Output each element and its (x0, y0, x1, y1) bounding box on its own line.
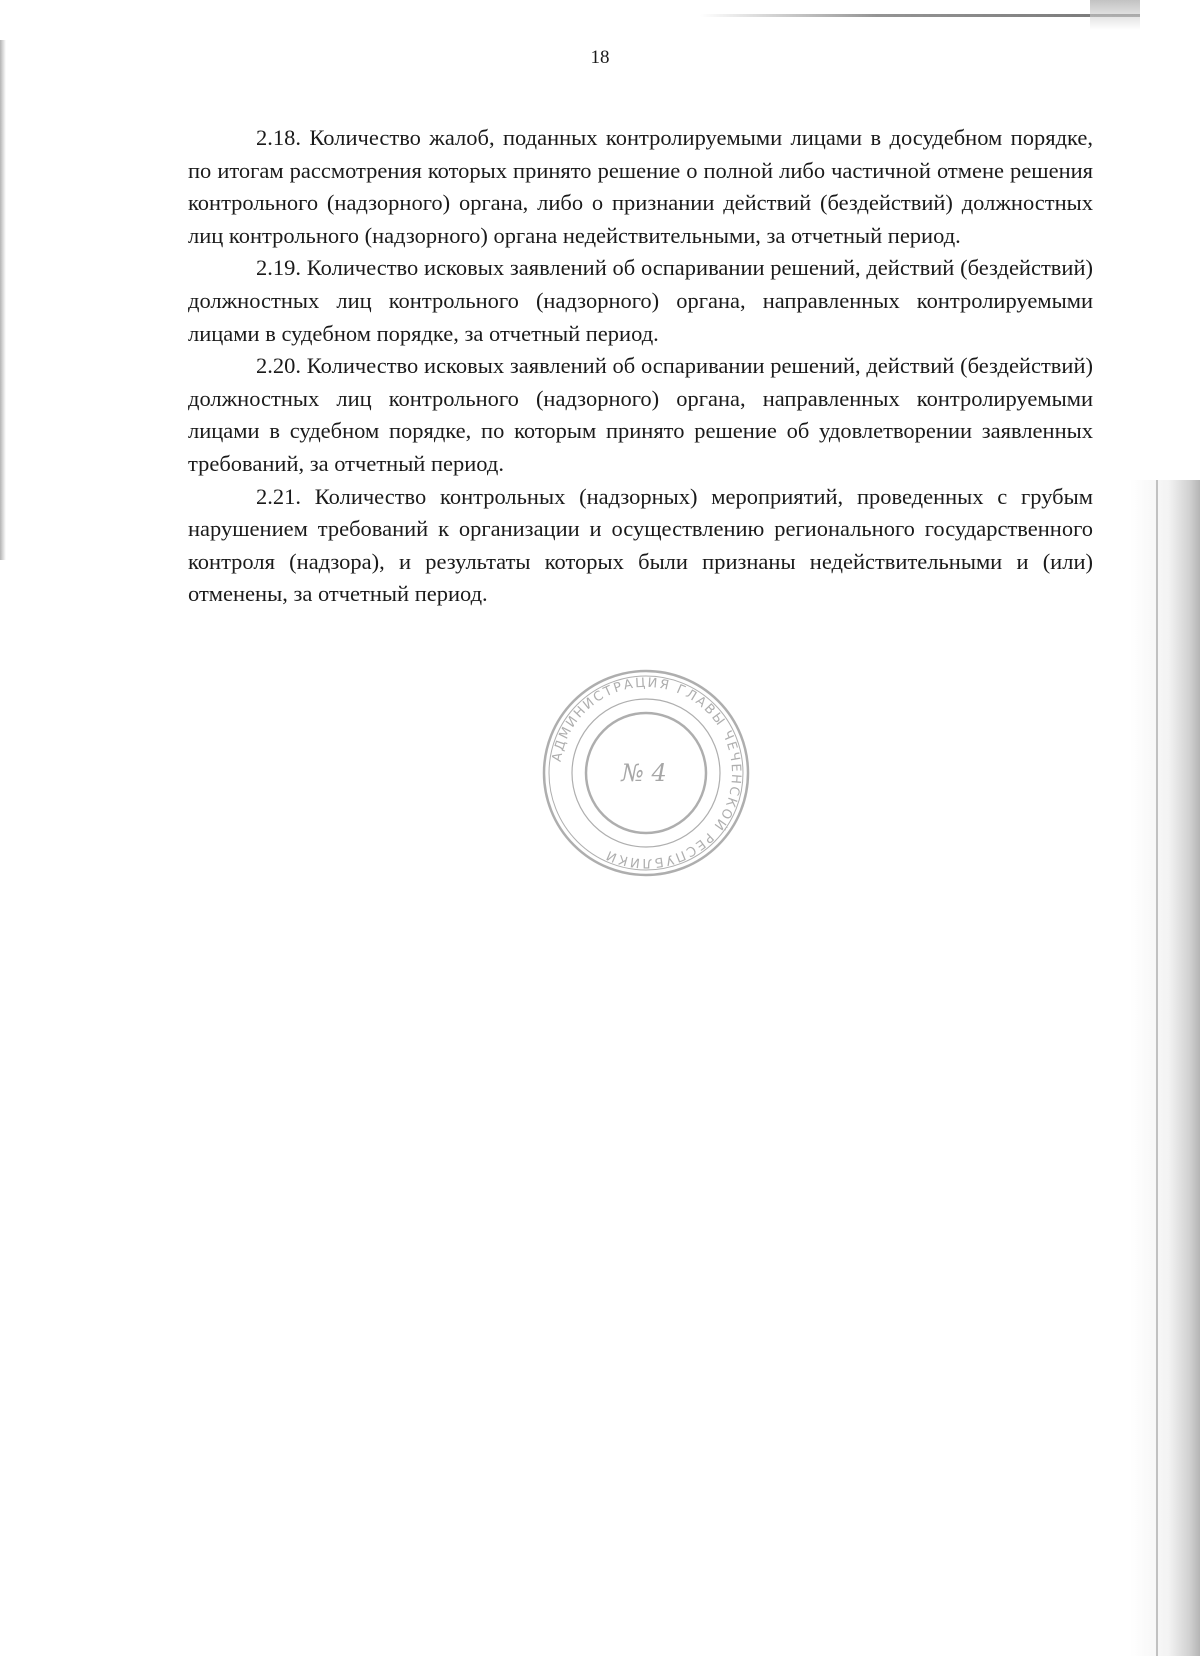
paragraph-2-21: 2.21. Количество контрольных (надзорных) мероприятий, проведенных с грубым нарушением требований к организации и осуществлению регионального государственного контроля (надзора), и результаты которых были признаны недействительными и (или) отменены, за отчетный период. (188, 483, 1093, 607)
scan-right-line-artifact (1156, 480, 1158, 1656)
scan-right-edge-artifact (1130, 480, 1200, 1656)
paragraph-2-19: 2.19. Количество исковых заявлений об оспаривании решений, действий (бездействий) должностных лиц контрольного (надзорного) органа, направленных контролируемыми лицами в судебном порядке, за отчетный период. (188, 255, 1093, 346)
seal-number: № 4 (621, 759, 667, 787)
scan-corner-artifact (1090, 0, 1140, 30)
seal-ring-text: АДМИНИСТРАЦИЯ ГЛАВЫ ЧЕЧЕНСКОЙ РЕСПУБЛИКИ (549, 675, 744, 871)
paragraph-2-20: 2.20. Количество исковых заявлений об оспаривании решений, действий (бездействий) должностных лиц контрольного (надзорного) органа, направленных контролируемыми лицами в судебном порядке, по которым принято решение об удовлетворении заявленных требований, за отчетный период. (188, 353, 1093, 476)
scan-top-edge-artifact (700, 14, 1140, 17)
official-seal (541, 668, 751, 878)
page-number: 18 (590, 47, 610, 68)
document-body (188, 122, 1093, 611)
seal-graphic (541, 668, 751, 878)
scan-left-edge-artifact (0, 40, 6, 560)
paragraph-2-18: 2.18. Количество жалоб, поданных контролируемыми лицами в досудебном порядке, по итогам рассмотрения которых принято решение о полной либо частичной отмене решения контрольного (надзорного) органа, либо о признании действий (бездействий) должностных лиц контрольного (надзорного) органа недействительными, за отчетный период. (188, 125, 1093, 248)
